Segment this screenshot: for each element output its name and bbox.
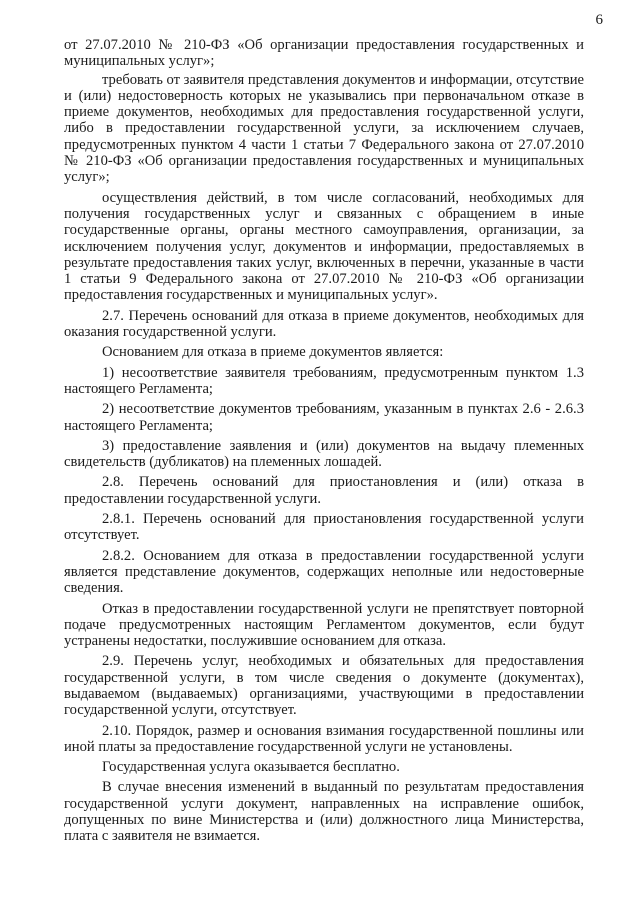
paragraph: 2.8. Перечень оснований для приостановления и (или) отказа в предоставлении государственной услуги.	[64, 474, 584, 507]
paragraph: 2) несоответствие документов требованиям, указанным в пунктах 2.6 - 2.6.3 настоящего Регламента;	[64, 401, 584, 434]
paragraph: осуществления действий, в том числе согласований, необходимых для получения государственных услуг и связанных с обращением в иные государственные органы, органы местного самоуправления, организации, за исключением получения услуг, документов и информации, предоставляемых в результате предоставления таких услуг, включенных в перечни, указанные в части 1 статьи 9 Федерального закона от 27.07.2010 № 210-ФЗ «Об организации предоставления государственных и муниципальных услуг».	[64, 189, 584, 304]
paragraph: требовать от заявителя представления документов и информации, отсутствие и (или) недостоверность которых не указывались при первоначальном отказе в приеме документов, необходимых для предоставления государственной услуги, либо в предоставлении государственной услуги, за исключением случаев, предусмотренных пунктом 4 части 1 статьи 7 Федерального закона от 27.07.2010 № 210-ФЗ «Об организации предоставления государственных и муниципальных услуг»;	[64, 71, 584, 186]
paragraph: 2.10. Порядок, размер и основания взимания государственной пошлины или иной платы за предоставление государственной услуги не установлены.	[64, 722, 584, 755]
paragraph: Отказ в предоставлении государственной услуги не препятствует повторной подаче предусмотренных настоящим Регламентом документов, если будут устранены недостатки, послужившие основанием для отказа.	[64, 600, 584, 650]
page-number: 6	[595, 12, 603, 28]
paragraph: 2.9. Перечень услуг, необходимых и обязательных для предоставления государственной услуги, в том числе сведения о документе (документах), выдаваемом (выдаваемых) организациями, участвующими в предоставлении государственной услуги, отсутствует.	[64, 653, 584, 719]
paragraph: 2.7. Перечень оснований для отказа в приеме документов, необходимых для оказания государственной услуги.	[64, 307, 584, 341]
paragraph: от 27.07.2010 № 210-ФЗ «Об организации предоставления государственных и муниципальных услуг»;	[64, 37, 584, 70]
paragraph: 3) предоставление заявления и (или) документов на выдачу племенных свидетельств (дубликатов) на племенных лошадей.	[64, 437, 584, 471]
document-body	[64, 37, 584, 849]
paragraph: Основанием для отказа в приеме документов является:	[102, 344, 444, 361]
paragraph: Государственная услуга оказывается бесплатно.	[102, 759, 400, 776]
paragraph: 2.8.2. Основанием для отказа в предоставлении государственной услуги является представление документов, содержащих неполные или недостоверные сведения.	[64, 547, 584, 597]
paragraph: 2.8.1. Перечень оснований для приостановления государственной услуги отсутствует.	[64, 511, 584, 544]
paragraph: 1) несоответствие заявителя требованиям, предусмотренным пунктом 1.3 настоящего Регламента;	[64, 364, 584, 397]
paragraph: В случае внесения изменений в выданный по результатам предоставления государственной услуги документ, направленных на исправление ошибок, допущенных по вине Министерства и (или) должностного лица Министерства, плата с заявителя не взимается.	[64, 779, 584, 845]
